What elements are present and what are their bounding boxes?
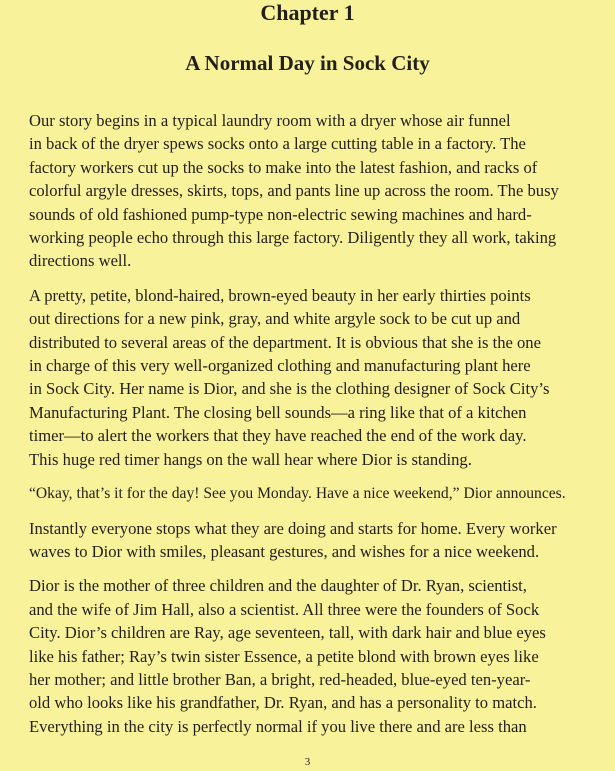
text-line: and the wife of Jim Hall, also a scientist. All three were the founders of Sock (29, 599, 540, 619)
text-line: “Okay, that’s it for the day! See you Monday. Have a nice weekend,” Dior announces. (29, 485, 566, 503)
text-line: Dior is the mother of three children and the daughter of Dr. Ryan, scientist, (29, 576, 527, 596)
text-line: Manufacturing Plant. The closing bell sounds—a ring like that of a kitchen (29, 402, 527, 422)
text-line: her mother; and little brother Ban, a bright, red-headed, blue-eyed ten-year- (29, 669, 531, 689)
paragraph-dialogue (29, 482, 591, 505)
text-line: Instantly everyone stops what they are doing and starts for home. Every worker (29, 518, 557, 538)
chapter-title: A Normal Day in Sock City (185, 51, 430, 75)
text-line: Everything in the city is perfectly normal if you live there and are less than (29, 716, 527, 736)
text-line: like his father; Ray’s twin sister Essence, a petite blond with brown eyes like (29, 646, 539, 666)
text-line: in Sock City. Her name is Dior, and she is the clothing designer of Sock City’s (29, 379, 550, 399)
text-line: distributed to several areas of the department. It is obvious that she is the one (29, 332, 541, 352)
text-line: in charge of this very well-organized clothing and manufacturing plant here (29, 356, 531, 376)
text-line: working people echo through this large factory. Diligently they all work, taking (29, 228, 557, 248)
text-line: timer—to alert the workers that they have reached the end of the work day. (29, 426, 527, 446)
paragraph (29, 574, 591, 738)
text-line: directions well. (29, 251, 132, 271)
text-line: colorful argyle dresses, skirts, tops, and pants line up across the room. The busy (29, 181, 559, 201)
text-line: This huge red timer hangs on the wall hear where Dior is standing. (29, 449, 472, 469)
paragraph (29, 517, 591, 564)
text-line: sounds of old fashioned pump-type non-electric sewing machines and hard- (29, 204, 532, 224)
body-text (29, 109, 591, 749)
page-number: 3 (304, 756, 311, 768)
text-line: waves to Dior with smiles, pleasant gestures, and wishes for a nice weekend. (29, 541, 540, 561)
text-line: Our story begins in a typical laundry room with a dryer whose air funnel (29, 111, 511, 130)
text-line: old who looks like his grandfather, Dr. Ryan, and has a personality to match. (29, 693, 537, 713)
paragraph (29, 284, 591, 471)
text-line: in back of the dryer spews socks onto a large cutting table in a factory. The (29, 134, 526, 154)
text-line: factory workers cut up the socks to make into the latest fashion, and racks of (29, 157, 538, 177)
paragraph (29, 109, 591, 273)
chapter-number: Chapter 1 (260, 0, 355, 25)
text-line: out directions for a new pink, gray, and white argyle sock to be cut up and (29, 309, 521, 329)
text-line: City. Dior’s children are Ray, age seventeen, tall, with dark hair and blue eyes (29, 623, 546, 643)
text-line: A pretty, petite, blond-haired, brown-eyed beauty in her early thirties points (29, 285, 531, 305)
